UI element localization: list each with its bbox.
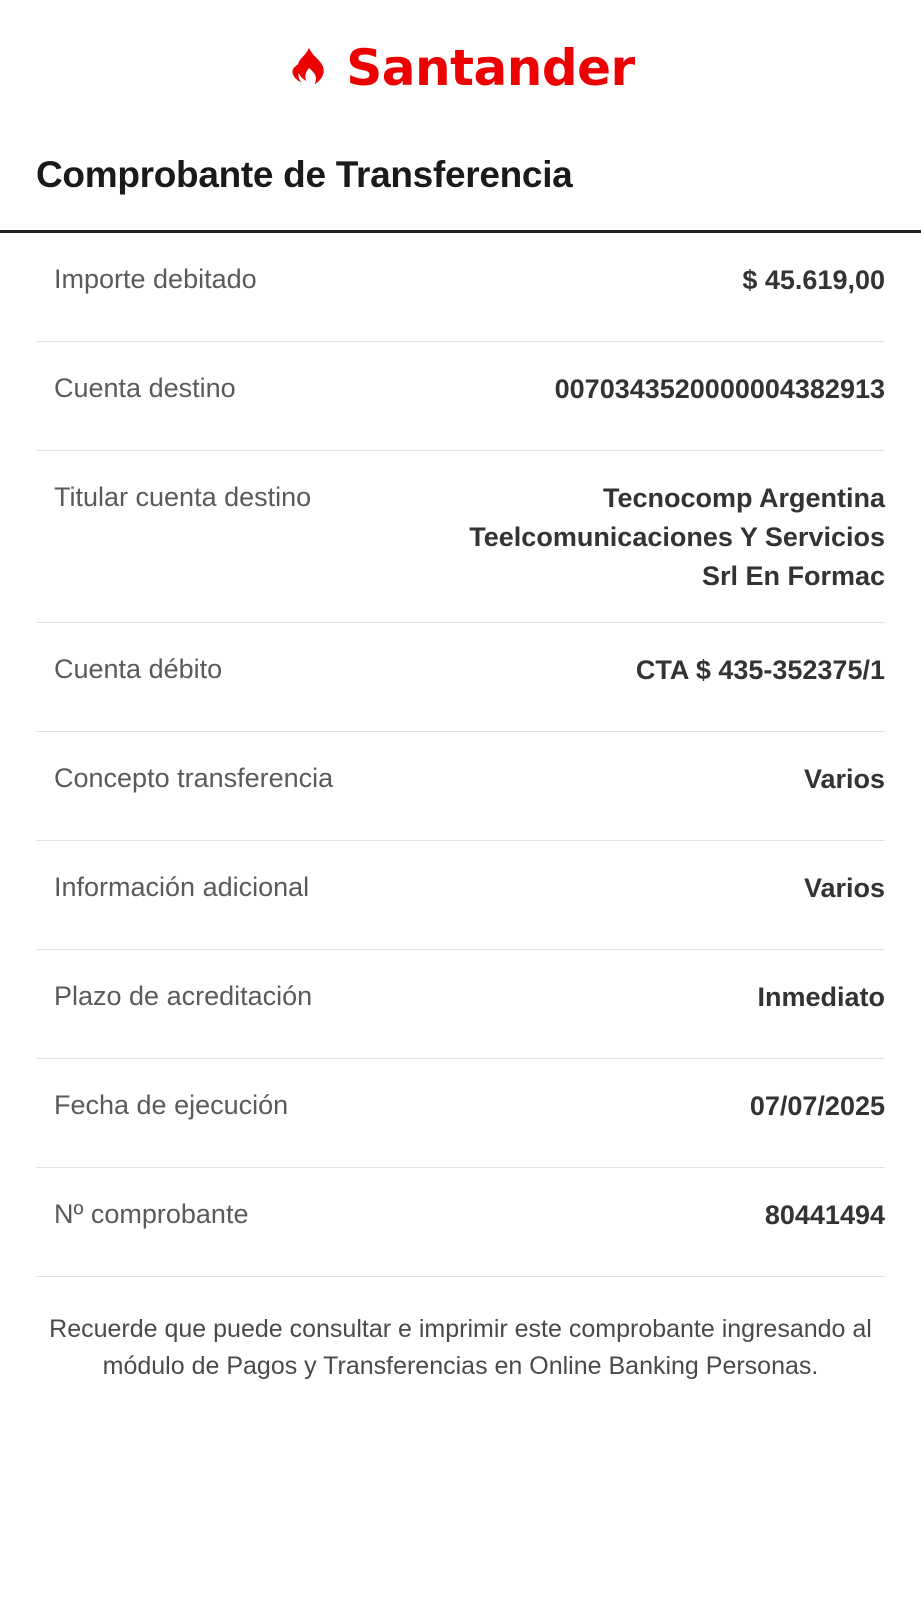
table-row <box>36 1168 885 1277</box>
table-row <box>36 841 885 950</box>
row-value: Inmediato <box>757 982 885 1013</box>
santander-logo <box>286 39 635 97</box>
table-row <box>36 233 885 342</box>
table-row <box>36 342 885 451</box>
row-value: CTA $ 435-352375/1 <box>635 655 885 686</box>
row-value: 80441494 <box>764 1200 885 1231</box>
row-value: 07/07/2025 <box>749 1091 885 1122</box>
page-title: Comprobante de Transferencia <box>36 154 573 195</box>
row-label: Concepto transferencia <box>54 763 334 794</box>
row-value: 0070343520000004382913 <box>554 374 885 404</box>
brand-name: Santander <box>346 39 635 97</box>
table-row <box>36 950 885 1059</box>
row-label: Información adicional <box>54 872 310 903</box>
row-value: $ 45.619,00 <box>742 265 885 295</box>
row-value: Varios <box>803 873 885 904</box>
table-row <box>36 623 885 732</box>
row-label: Cuenta débito <box>54 654 223 685</box>
row-label: Nº comprobante <box>54 1199 249 1230</box>
table-row <box>36 451 885 623</box>
row-label: Titular cuenta destino <box>54 482 312 512</box>
details-list <box>0 233 921 1277</box>
row-value: Tecnocomp Argentina Teelcomunicaciones Y Servicios Srl En Formac <box>469 483 885 592</box>
brand-header <box>0 0 921 104</box>
row-label: Cuenta destino <box>54 373 236 403</box>
row-value: Varios <box>803 764 885 795</box>
row-label: Fecha de ejecución <box>54 1090 289 1121</box>
santander-flame-icon <box>286 45 332 91</box>
table-row <box>36 732 885 841</box>
table-row <box>36 1059 885 1168</box>
row-label: Importe debitado <box>54 264 257 294</box>
row-label: Plazo de acreditación <box>54 981 313 1012</box>
footer-note: Recuerde que puede consultar e imprimir este comprobante ingresando al módulo de Pagos y Transferencias en Online Banking Personas. <box>49 1315 872 1380</box>
